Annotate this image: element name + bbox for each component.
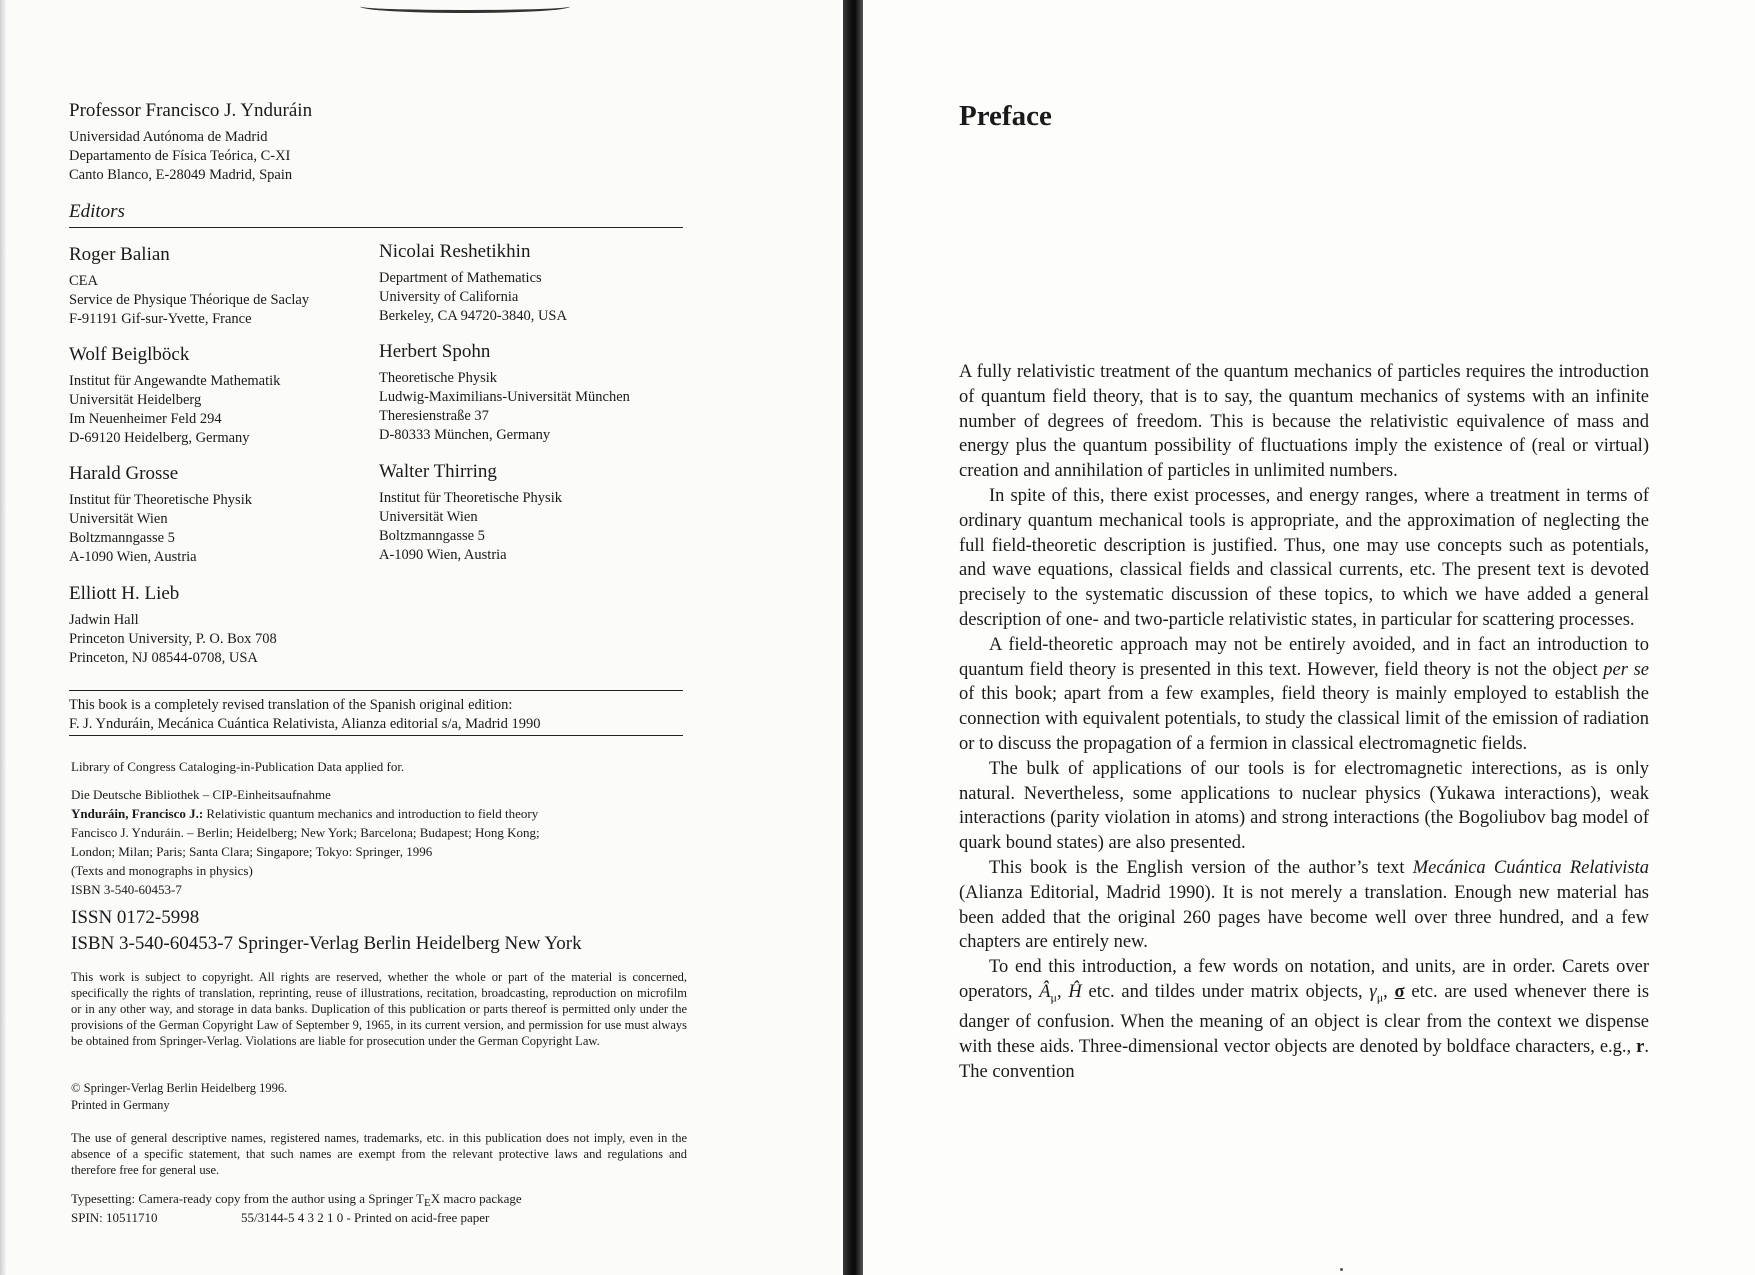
springer-copyright: © Springer-Verlag Berlin Heidelberg 1996. Printed in Germany <box>71 1081 288 1112</box>
editor-entry <box>69 344 369 448</box>
left-page <box>0 0 843 1275</box>
trademarks-notice: The use of general descriptive names, registered names, trademarks, etc. in this publication does not imply, even in the absence of a specific statement, that such names are exempt from the relevant protective laws and regulations and therefore free for general use. <box>71 1131 687 1177</box>
editor-name: Wolf Beiglböck <box>69 344 190 365</box>
page-edge-shadow <box>0 0 6 1275</box>
scan-dot <box>1340 1268 1343 1271</box>
editor-address: Institut für Theoretische Physik Universität Wien Boltzmanngasse 5 A-1090 Wien, Austria <box>379 490 562 563</box>
issn-isbn: ISSN 0172-5998 ISBN 3-540-60453-7 Springer-Verlag Berlin Heidelberg New York <box>71 907 582 954</box>
divider <box>69 735 683 736</box>
editor-address: Department of Mathematics University of California Berkeley, CA 94720-3840, USA <box>379 270 567 324</box>
editor-name: Elliott H. Lieb <box>69 583 180 604</box>
right-page <box>863 0 1755 1275</box>
author-name: Professor Francisco J. Ynduráin <box>69 100 313 121</box>
paragraph: A field-theoretic approach may not be entirely avoided, and in fact an introduction to quantum field theory is presented in this text. However, field theory is not the object per se of this book; apart from a few examples, field theory is mainly employed to establish the connection with equivalent potentials, to study the classical limit of the emission of radiation or to discuss the propagation of a fermion in classical electromagnetic fields. <box>959 634 1650 754</box>
paragraph: This book is the English version of the author’s text Mecánica Cuántica Relativista (Alianza Editorial, Madrid 1990). It is not merely a translation. Enough new material has been added that the original 260 pages have become well over three hundred, and a few chapters are entirely new. <box>959 857 1649 953</box>
editor-entry <box>379 241 699 326</box>
editor-address: Institut für Angewandte Mathematik Universität Heidelberg Im Neuenheimer Feld 294 D-69120 Heidelberg, Germany <box>69 373 281 446</box>
editor-name: Herbert Spohn <box>379 341 491 362</box>
copyright-notice: This work is subject to copyright. All rights are reserved, whether the whole or part of the material is concerned, specifically the rights of translation, reprinting, reuse of illustrations, recitation, broadcasting, reproduction on microfilm or in any other way, and storage in data banks. Duplication of this publication or parts thereof is permitted only under the provisions of the German Copyright Law of September 9, 1965, in its current version, and permission for use must always be obtained from Springer-Verlag. Violations are liable for prosecution under the German Copyright Law. <box>71 970 687 1048</box>
editor-entry <box>379 461 699 565</box>
editor-entry <box>69 244 369 329</box>
editor-name: Roger Balian <box>69 244 170 265</box>
editor-address: CEA Service de Physique Théorique de Saclay F-91191 Gif-sur-Yvette, France <box>69 273 310 327</box>
cip-data: Library of Congress Cataloging-in-Publication Data applied for. Die Deutsche Bibliothek – CIP-Einheitsaufnahme Ynduráin, Francisco J.: Relativistic quantum mechanics and introduction to field theory Fancisco J. Ynduráin. – Berlin; Heidelberg; New York; Barcelona; Budapest; Hong Kong; London; Milan; Paris; Santa Clara; Singapore; Tokyo: Springer, 1996 (Texts and monographs in physics) ISBN 3-540-60453-7 <box>71 759 540 897</box>
editor-entry <box>379 341 699 445</box>
translation-note: This book is a completely revised translation of the Spanish original edition: F. J. Ynduráin, Mecánica Cuántica Relativista, Alianza editorial s/a, Madrid 1990 <box>69 697 541 732</box>
editor-name: Nicolai Reshetikhin <box>379 241 531 262</box>
author-block <box>69 100 489 185</box>
editor-entry <box>69 583 369 668</box>
preface-body <box>959 360 1649 1085</box>
editor-name: Harald Grosse <box>69 463 179 484</box>
page-title: Preface <box>959 100 1052 132</box>
editor-address: Jadwin Hall Princeton University, P. O. Box 708 Princeton, NJ 08544-0708, USA <box>69 612 277 666</box>
paragraph: The bulk of applications of our tools is for electromagnetic interections, as is only natural. Nevertheless, some applications to nuclear physics (Yukawa interactions), weak interactions (parity violation in atoms) and strong interactions (the Bogoliubov bag model of quark bound states) are also presented. <box>959 758 1649 854</box>
editor-name: Walter Thirring <box>379 461 497 482</box>
paragraph: To end this introduction, a few words on notation, and units, are in order. Carets over operators, $Â_\mu$, Ĥ etc. and tildes under matrix objects, $\gamma_\mu$, σ etc. are used whenever there is danger of confusion. When the meaning of an object is clear from the context we dispense with these aids. Three-dimensional vector objects are denoted by boldface characters, e.g., r. The convention <box>959 957 1650 1082</box>
editors-heading: Editors <box>69 201 125 222</box>
editor-address: Theoretische Physik Ludwig-Maximilians-Universität München Theresienstraße 37 D-80333 München, Germany <box>379 370 630 443</box>
editor-entry <box>69 463 369 567</box>
divider <box>69 690 683 691</box>
author-address: Universidad Autónoma de Madrid Departamento de Física Teórica, C-XI Canto Blanco, E-28049 Madrid, Spain <box>69 129 293 183</box>
divider <box>69 227 683 228</box>
editor-address: Institut für Theoretische Physik Universität Wien Boltzmanngasse 5 A-1090 Wien, Austria <box>69 492 252 565</box>
paragraph: In spite of this, there exist processes, and energy ranges, where a treatment in terms of ordinary quantum mechanical tools is appropriate, and the approximation of neglecting the full field-theoretic description is justified. Thus, one may use concepts such as potentials, and wave equations, classical fields and classical currents, etc. The present text is devoted precisely to the systematic discussion of these topics, to which we have added a general description of one- and two-particle relativistic states, in particular for scattering processes. <box>959 485 1649 630</box>
scan-artifact <box>360 0 570 13</box>
book-gutter <box>843 0 863 1275</box>
typesetting-info: Typesetting: Camera-ready copy from the author using a Springer $T_EX$ macro package SPIN: 10511710 55/3144-5 4 3 2 1 0 - Printed on acid-free paper <box>71 1191 522 1225</box>
paragraph: A fully relativistic treatment of the quantum mechanics of particles requires the introduction of quantum field theory, that is to say, the quantum mechanics of systems with an infinite number of degrees of freedom. This is because the relativistic equivalence of mass and energy plus the quantum possibility of fluctuations imply the existence of (real or virtual) creation and annihilation of particles in unlimited numbers. <box>959 362 1649 482</box>
